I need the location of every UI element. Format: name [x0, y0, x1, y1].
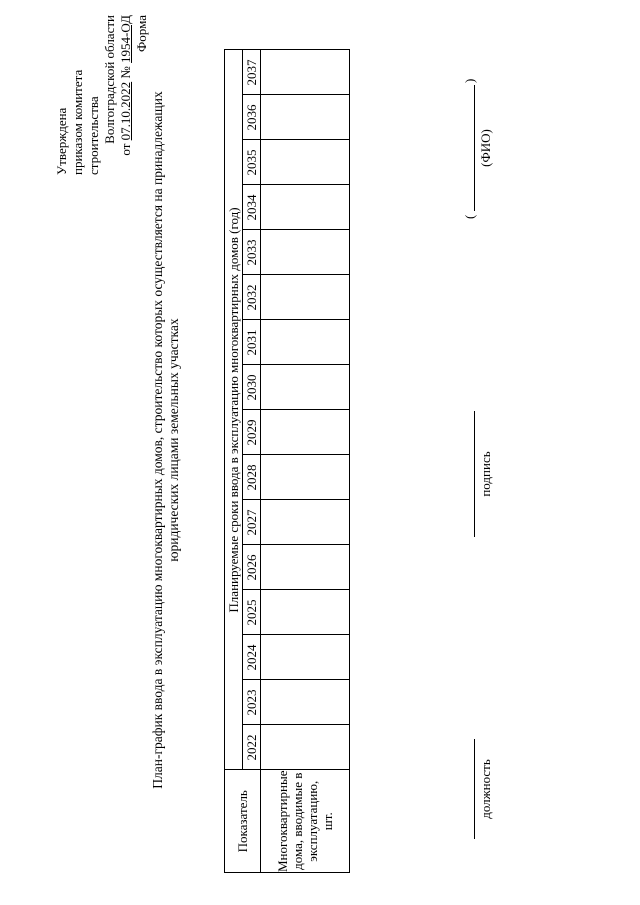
document-title: [150, 45, 182, 835]
value-cell-2036[interactable]: [261, 95, 350, 140]
approval-number-sign: №: [118, 62, 133, 82]
schedule-table: [224, 49, 350, 873]
approval-number: 1954-ОД: [118, 15, 133, 63]
value-cell-2029[interactable]: [261, 410, 350, 455]
position-label: должность: [478, 759, 493, 819]
period-header: Планируемые сроки ввода в эксплуатацию многоквартирных домов (год): [225, 50, 243, 770]
value-cell-2022[interactable]: [261, 725, 350, 770]
value-cell-2031[interactable]: [261, 320, 350, 365]
year-header-2037: 2037: [243, 50, 261, 95]
name-close-paren: ): [462, 78, 477, 83]
value-cell-2032[interactable]: [261, 275, 350, 320]
value-cell-2023[interactable]: [261, 680, 350, 725]
indicator-header: Показатель: [225, 770, 261, 873]
value-cell-2025[interactable]: [261, 590, 350, 635]
table-row: [261, 50, 350, 873]
name-line: [474, 85, 475, 211]
year-header-2025: 2025: [243, 590, 261, 635]
approval-line-1: Утверждена: [54, 107, 69, 175]
year-header-2031: 2031: [243, 320, 261, 365]
year-header-2022: 2022: [243, 725, 261, 770]
signature-label: подпись: [478, 451, 493, 497]
approval-stamp: [54, 15, 150, 175]
value-cell-2028[interactable]: [261, 455, 350, 500]
title-line-1: План-график ввода в эксплуатацию многоквартирных домов, строительство которых осуществляется на принадлежащих: [150, 91, 165, 789]
value-cell-2030[interactable]: [261, 365, 350, 410]
value-cell-2033[interactable]: [261, 230, 350, 275]
year-header-2033: 2033: [243, 230, 261, 275]
value-cell-2024[interactable]: [261, 635, 350, 680]
approval-date-line: [118, 15, 134, 175]
value-cell-2026[interactable]: [261, 545, 350, 590]
name-open-paren: (: [462, 214, 477, 219]
year-header-2026: 2026: [243, 545, 261, 590]
year-header-2024: 2024: [243, 635, 261, 680]
year-header-2027: 2027: [243, 500, 261, 545]
year-header-2036: 2036: [243, 95, 261, 140]
position-line: [474, 739, 475, 839]
approval-date-prefix: от: [118, 140, 133, 156]
year-header-2035: 2035: [243, 140, 261, 185]
years-row: [243, 50, 261, 873]
form-label: Форма: [134, 15, 149, 52]
value-cell-2027[interactable]: [261, 500, 350, 545]
approval-date: 07.10.2022: [118, 81, 133, 141]
name-label: (ФИО): [478, 129, 493, 167]
year-header-2030: 2030: [243, 365, 261, 410]
signature-line: [474, 411, 475, 537]
approval-line-4: Волгоградской области: [102, 15, 117, 144]
year-header-2023: 2023: [243, 680, 261, 725]
year-header-2029: 2029: [243, 410, 261, 455]
value-cell-2034[interactable]: [261, 185, 350, 230]
row-label: Многоквартирные дома, вводимые в эксплуатацию, шт.: [261, 770, 350, 873]
year-header-2034: 2034: [243, 185, 261, 230]
year-header-2032: 2032: [243, 275, 261, 320]
approval-line-3: строительства: [86, 96, 101, 175]
value-cell-2035[interactable]: [261, 140, 350, 185]
year-header-2028: 2028: [243, 455, 261, 500]
approval-line-2: приказом комитета: [70, 69, 85, 175]
value-cell-2037[interactable]: [261, 50, 350, 95]
title-line-2: юридических лицами земельных участках: [166, 318, 181, 562]
